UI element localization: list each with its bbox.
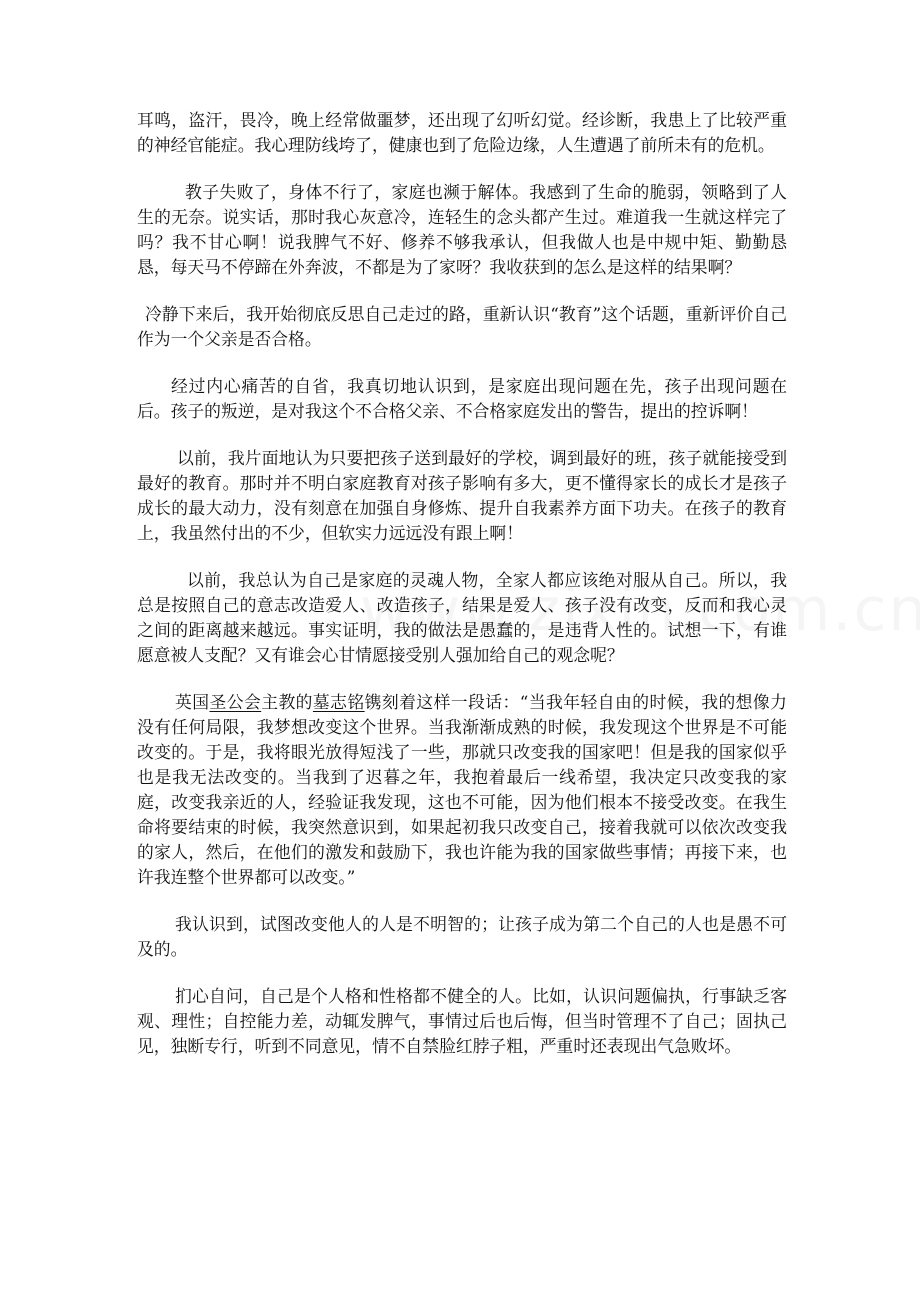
paragraph-9: 扪心自问，自己是个人格和性格都不健全的人。比如，认识问题偏执，行事缺乏客观、理性；自控能力差，动辄发脾气，事情过后也后悔，但当时管理不了自己；固执己见，独断专行，听到不同意见，情不自禁脸红脖子粗，严重时还表现出气急败坏。 [137,986,787,1056]
paragraph-4: 经过内心痛苦的自省，我真切地认识到，是家庭出现问题在先，孩子出现问题在后。孩子的叛逆，是对我这个不合格父亲、不合格家庭发出的警告，提出的控诉啊！ [137,376,787,421]
paragraph-7-body: 镌刻着这样一段话：“当我年轻自由的时候，我的想像力没有任何局限，我梦想改变这个世界。当我渐渐成熟的时候，我发现这个世界是不可能改变的。于是，我将眼光放得短浅了一些，那就只改变我的国家吧！但是我的国家似乎也是我无法改变的。当我到了迟暮之年，我抱着最后一线希望，我决定只改变我的家庭，改变我亲近的人，经验证我发现，这也不可能，因为他们根本不接受改变。在我生命将要结束的时候，我突然意识到，如果起初我只改变自己，接着我就可以依次改变我的家人，然后，在他们的激发和鼓励下，我也许能为我的国家做些事情；再接下来，也许我连整个世界都可以改变。” [137,692,787,887]
paragraph-1: 耳鸣，盗汗，畏冷，晚上经常做噩梦，还出现了幻听幻觉。经诊断，我患上了比较严重的神经官能症。我心理防线垮了，健康也到了危险边缘，人生遭遇了前所未有的危机。 [137,110,787,155]
link-epitaph[interactable]: 墓志铭 [312,692,365,712]
link-anglican-church[interactable]: 圣公会 [209,692,262,712]
paragraph-2: 教子失败了，身体不行了，家庭也濒于解体。我感到了生命的脆弱，领略到了人生的无奈。说实话，那时我心灰意冷，连轻生的念头都产生过。难道我一生就这样完了吗？我不甘心啊！说我脾气不好、修养不够我承认，但我做人也是中规中矩、勤勤恳恳，每天马不停蹄在外奔波，不都是为了家呀？我收获到的怎么是这样的结果啊？ [137,182,787,277]
document-body [137,108,787,1081]
paragraph-7-prefix: 英国 [175,692,210,712]
paragraph-8: 我认识到，试图改变他人的人是不明智的；让孩子成为第二个自己的人也是愚不可及的。 [137,914,787,959]
paragraph-6: 以前，我总认为自己是家庭的灵魂人物，全家人都应该绝对服从自己。所以，我总是按照自己的意志改造爱人、改造孩子，结果是爱人、孩子没有改变，反而和我心灵之间的距离越来越远。事实证明，我的做法是愚蠢的，是违背人性的。试想一下，有谁愿意被人支配？又有谁会心甘情愿接受别人强加给自己的观念呢？ [137,570,787,665]
paragraph-7-middle: 主教的 [261,692,313,712]
paragraph-7 [137,690,787,890]
paragraph-5: 以前，我片面地认为只要把孩子送到最好的学校，调到最好的班，孩子就能接受到最好的教育。那时并不明白家庭教育对孩子影响有多大，更不懂得家长的成长才是孩子成长的最大动力，没有刻意在加强自身修炼、提升自我素养方面下功夫。在孩子的教育上，我虽然付出的不少，但软实力远远没有跟上啊！ [137,448,787,543]
paragraph-3: 冷静下来后，我开始彻底反思自己走过的路，重新认识“教育”这个话题，重新评价自己作为一个父亲是否合格。 [137,304,787,349]
